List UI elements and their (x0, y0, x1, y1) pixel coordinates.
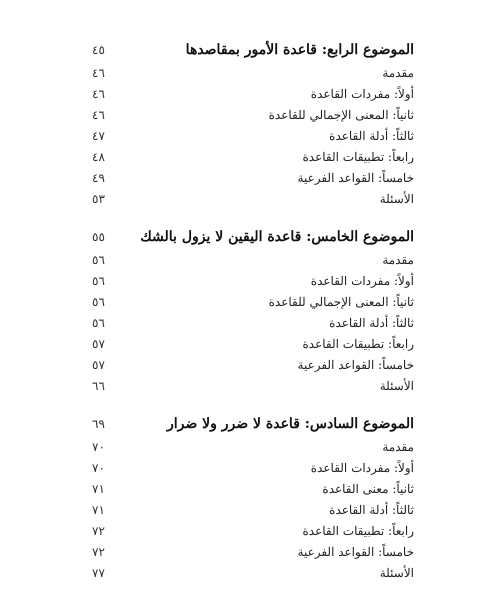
page-number: ٤٧ (92, 129, 105, 143)
entry-label: الأسئلة (379, 566, 414, 580)
toc-entry (92, 250, 414, 270)
page-number: ٥٦ (92, 316, 105, 330)
section-title: الموضوع الرابع: قاعدة الأمور بمقاصدها (185, 42, 414, 58)
entry-label: رابعاً: تطبيقات القاعدة (302, 150, 414, 164)
toc-entry (92, 458, 414, 478)
page-number: ٧٢ (92, 524, 105, 538)
toc-entry (92, 63, 414, 83)
page-number: ٥٦ (92, 253, 105, 267)
page-number: ٤٦ (92, 108, 105, 122)
toc-entry (92, 147, 414, 167)
page-number: ٦٩ (92, 417, 105, 431)
entry-label: مقدمة (382, 66, 414, 80)
toc-section-title (92, 227, 414, 247)
page-number: ٥٣ (92, 192, 105, 206)
entry-label: خامساً: القواعد الفرعية (297, 545, 414, 559)
toc-entry (92, 168, 414, 188)
toc-entry (92, 334, 414, 354)
entry-label: أولاً: مفردات القاعدة (310, 87, 414, 101)
entry-label: رابعاً: تطبيقات القاعدة (302, 337, 414, 351)
entry-label: ثالثاً: أدلة القاعدة (329, 503, 414, 517)
toc-section-title (92, 414, 414, 434)
toc-entry (92, 479, 414, 499)
entry-label: مقدمة (382, 253, 414, 267)
page-number: ٤٥ (92, 43, 105, 57)
toc-entry (92, 105, 414, 125)
section-title: الموضوع الخامس: قاعدة اليقين لا يزول بالشك (140, 229, 414, 245)
toc-entry (92, 500, 414, 520)
entry-label: الأسئلة (379, 192, 414, 206)
page-number: ٧١ (92, 503, 105, 517)
entry-label: ثالثاً: أدلة القاعدة (329, 316, 414, 330)
toc-entry (92, 521, 414, 541)
entry-label: أولاً: مفردات القاعدة (310, 274, 414, 288)
page-number: ٤٨ (92, 150, 105, 164)
entry-label: رابعاً: تطبيقات القاعدة (302, 524, 414, 538)
entry-label: الأسئلة (379, 379, 414, 393)
toc-entry (92, 271, 414, 291)
toc-entry (92, 313, 414, 333)
toc-entry (92, 563, 414, 583)
toc-entry (92, 355, 414, 375)
page-number: ٥٥ (92, 230, 105, 244)
page-number: ٧٠ (92, 440, 105, 454)
toc-entry (92, 189, 414, 209)
entry-label: ثالثاً: أدلة القاعدة (329, 129, 414, 143)
toc-entry (92, 542, 414, 562)
entry-label: ثانياً: معنى القاعدة (322, 482, 414, 496)
entry-label: ثانياً: المعنى الإجمالي للقاعدة (268, 295, 414, 309)
page-number: ٤٦ (92, 87, 105, 101)
entry-label: خامساً: القواعد الفرعية (297, 171, 414, 185)
page-number: ٧٠ (92, 461, 105, 475)
page-number: ٥٦ (92, 274, 105, 288)
page-number: ٧٢ (92, 545, 105, 559)
toc-entry (92, 437, 414, 457)
page-number: ٤٩ (92, 171, 105, 185)
page-number: ٥٧ (92, 337, 105, 351)
toc-entry (92, 126, 414, 146)
section-title: الموضوع السادس: قاعدة لا ضرر ولا ضرار (167, 416, 414, 432)
page-number: ٧٧ (92, 566, 105, 580)
entry-label: ثانياً: المعنى الإجمالي للقاعدة (268, 108, 414, 122)
toc-entry (92, 84, 414, 104)
page-number: ٧١ (92, 482, 105, 496)
toc-section-title (92, 40, 414, 60)
page-number: ٥٦ (92, 295, 105, 309)
entry-label: أولاً: مفردات القاعدة (310, 461, 414, 475)
entry-label: مقدمة (382, 440, 414, 454)
page-number: ٤٦ (92, 66, 105, 80)
page-number: ٥٧ (92, 358, 105, 372)
page-number: ٦٦ (92, 379, 105, 393)
toc-entry (92, 292, 414, 312)
toc-entry (92, 376, 414, 396)
entry-label: خامساً: القواعد الفرعية (297, 358, 414, 372)
